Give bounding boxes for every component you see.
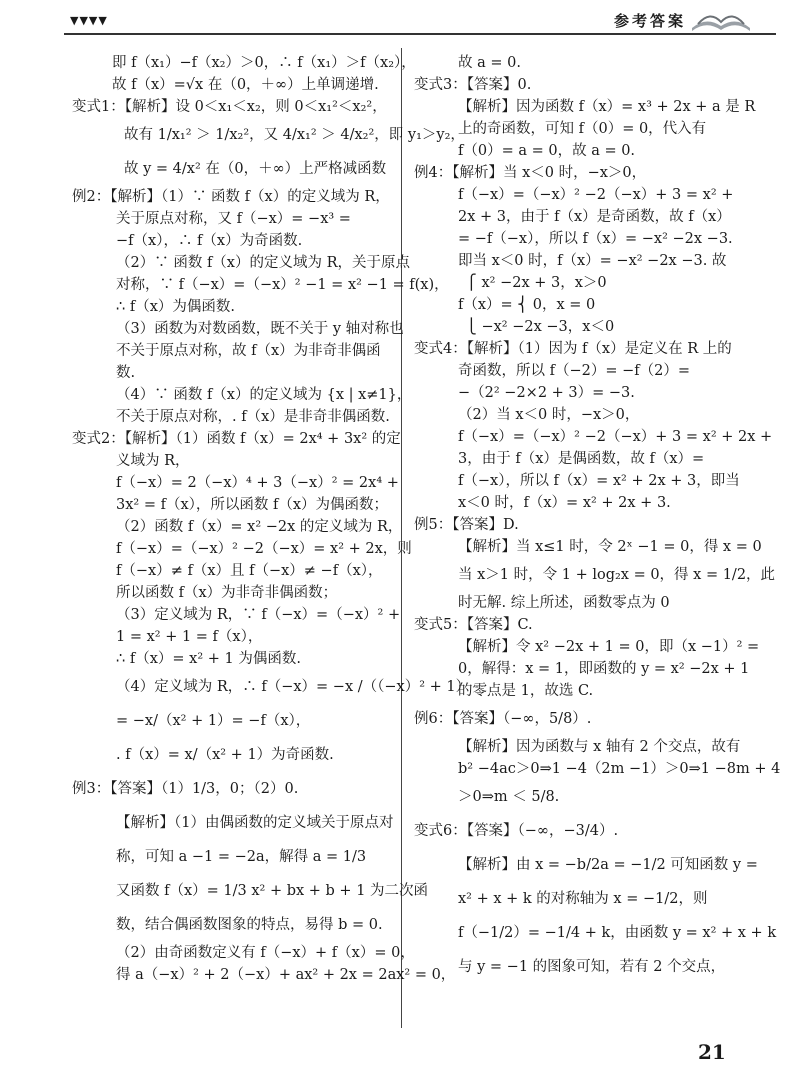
text-line: 变式3：【答案】0. bbox=[414, 77, 532, 93]
text-line: （4）∵ 函数 f（x）的定义域为 {x | x≠1}， bbox=[116, 387, 412, 403]
text-line: （2）∵ 函数 f（x）的定义域为 R，关于原点 bbox=[116, 255, 411, 271]
text-line: = −x/（x² + 1）= −f（x）， bbox=[116, 713, 311, 729]
text-line: 所以函数 f（x）为非奇非偶函数； bbox=[116, 585, 338, 601]
text-line: 例5：【答案】D. bbox=[414, 517, 519, 533]
text-line: ⎩ −x² −2x −3，x＜0 bbox=[466, 319, 615, 335]
text-line: f（−x）=（−x）² −2（−x）+ 3 = x² + bbox=[458, 187, 734, 203]
text-line: 的零点是 1，故选 C. bbox=[458, 683, 594, 699]
text-line: = −f（−x），所以 f（x）= −x² −2x −3. bbox=[458, 231, 733, 247]
text-line: 又函数 f（x）= 1/3 x² + bx + b + 1 为二次函 bbox=[116, 883, 429, 899]
text-line: 变式5：【答案】C. bbox=[414, 617, 533, 633]
text-line: 【解析】因为函数与 x 轴有 2 个交点，故有 bbox=[458, 739, 741, 755]
text-line: 例4：【解析】当 x＜0 时，−x＞0， bbox=[414, 165, 647, 181]
book-icon bbox=[690, 6, 752, 32]
text-line: 数. bbox=[116, 365, 136, 381]
text-line: 数，结合偶函数图象的特点，易得 b = 0. bbox=[116, 917, 383, 933]
text-line: 故 f（x）=√x 在（0，＋∞）上单调递增. bbox=[112, 77, 379, 93]
text-line: 【解析】由 x = −b/2a = −1/2 可知函数 y = bbox=[458, 857, 758, 873]
text-line: 对称，∵ f（−x）=（−x）² −1 = x² −1 = f(x)， bbox=[116, 277, 449, 293]
text-line: 变式6：【答案】（−∞，−3/4）. bbox=[414, 823, 619, 839]
text-line: 例6：【答案】（−∞，5/8）. bbox=[414, 711, 592, 727]
page-number: 21 bbox=[698, 1040, 726, 1064]
text-line: b² −4ac＞0⇒1 −4（2m −1）＞0⇒1 −8m + 4 bbox=[458, 761, 781, 777]
text-line: 变式4：【解析】（1）因为 f（x）是定义在 R 上的 bbox=[414, 341, 732, 357]
page-header bbox=[0, 0, 800, 40]
text-line: （4）定义域为 R，∴ f（−x）= −x /（（−x）² + 1） bbox=[116, 679, 471, 695]
text-line: ∴ f（x）为偶函数. bbox=[116, 299, 235, 315]
text-line: 即 f（x₁）−f（x₂）＞0，∴ f（x₁）＞f（x₂）， bbox=[112, 55, 416, 71]
text-line: . f（x）= x/（x² + 1）为奇函数. bbox=[116, 747, 334, 763]
right-column bbox=[414, 52, 781, 984]
text-line: 变式2：【解析】（1）函数 f（x）= 2x⁴ + 3x² 的定 bbox=[72, 431, 401, 447]
text-line: 上的奇函数，可知 f（0）= 0，代入有 bbox=[458, 121, 707, 137]
text-line: ⎧ x² −2x + 3，x＞0 bbox=[466, 275, 607, 291]
text-line: x² + x + k 的对称轴为 x = −1/2，则 bbox=[458, 891, 708, 907]
text-line: （2）由奇函数定义有 f（−x）+ f（x）= 0， bbox=[116, 945, 415, 961]
text-line: 1 = x² + 1 = f（x）， bbox=[116, 629, 263, 645]
text-line: f（0）= a = 0，故 a = 0. bbox=[458, 143, 636, 159]
text-line: f（x）= ⎨ 0，x = 0 bbox=[458, 297, 596, 313]
text-line: −（2² −2×2 + 3）= −3. bbox=[458, 385, 635, 401]
text-line: 称，可知 a −1 = −2a，解得 a = 1/3 bbox=[116, 849, 367, 865]
text-line: f（−x）=（−x）² −2（−x）= x² + 2x，则 bbox=[116, 541, 412, 557]
text-line: −f（x），∴ f（x）为奇函数. bbox=[116, 233, 303, 249]
text-line: f（−x）=（−x）² −2（−x）+ 3 = x² + 2x + bbox=[458, 429, 773, 445]
text-line: 【解析】因为函数 f（x）= x³ + 2x + a 是 R bbox=[458, 99, 756, 115]
text-line: 当 x＞1 时，令 1 + log₂x = 0，得 x = 1/2，此 bbox=[458, 567, 776, 583]
text-line: 即当 x＜0 时，f（x）= −x² −2x −3. 故 bbox=[458, 253, 727, 269]
text-line: 关于原点对称，又 f（−x）= −x³ = bbox=[116, 211, 351, 227]
text-line: （2）当 x＜0 时，−x＞0， bbox=[458, 407, 640, 423]
text-line: 变式1：【解析】设 0＜x₁＜x₂，则 0＜x₁²＜x₂²， bbox=[72, 99, 387, 115]
text-line: 例3：【答案】（1）1/3，0；（2）0. bbox=[72, 781, 299, 797]
text-line: 3x² = f（x），所以函数 f（x）为偶函数； bbox=[116, 497, 389, 513]
text-line: x＜0 时，f（x）= x² + 2x + 3. bbox=[458, 495, 671, 511]
text-line: 故有 1/x₁² ＞ 1/x₂²，又 4/x₁² ＞ 4/x₂²，即 y₁＞y₂， bbox=[124, 127, 465, 143]
text-line: 3，由于 f（x）是偶函数，故 f（x）= bbox=[458, 451, 705, 467]
text-line: （3）函数为对数函数，既不关于 y 轴对称也 bbox=[116, 321, 404, 337]
text-line: 与 y = −1 的图象可知，若有 2 个交点， bbox=[458, 959, 726, 975]
text-line: （3）定义域为 R，∵ f（−x）=（−x）² + bbox=[116, 607, 401, 623]
text-line: f（−x），所以 f（x）= x² + 2x + 3，即当 bbox=[458, 473, 740, 489]
text-line: 【解析】（1）由偶函数的定义域关于原点对 bbox=[116, 815, 394, 831]
text-line: f（−x）= 2（−x）⁴ + 3（−x）² = 2x⁴ + bbox=[116, 475, 399, 491]
text-line: 不关于原点对称，故 f（x）为非奇非偶函 bbox=[116, 343, 381, 359]
text-line: ＞0⇒m ＜ 5/8. bbox=[458, 789, 560, 805]
text-line: 故 a = 0. bbox=[458, 55, 521, 71]
text-line: 奇函数，所以 f（−2）= −f（2）= bbox=[458, 363, 690, 379]
text-line: 得 a（−x）² + 2（−x）+ ax² + 2x = 2ax² = 0， bbox=[116, 967, 456, 983]
text-line: 不关于原点对称，. f（x）是非奇非偶函数. bbox=[116, 409, 390, 425]
text-line: （2）函数 f（x）= x² −2x 的定义域为 R， bbox=[116, 519, 403, 535]
text-line: f（−x）≠ f（x）且 f（−x）≠ −f（x）， bbox=[116, 563, 383, 579]
text-line: ∴ f（x）= x² + 1 为偶函数. bbox=[116, 651, 301, 667]
text-line: 时无解. 综上所述，函数零点为 0 bbox=[458, 595, 670, 611]
text-line: 故 y = 4/x² 在（0，＋∞）上严格减函数 bbox=[124, 161, 387, 177]
text-line: 例2：【解析】（1）∵ 函数 f（x）的定义域为 R， bbox=[72, 189, 390, 205]
text-line: 义域为 R， bbox=[116, 453, 190, 469]
text-line: 2x + 3，由于 f（x）是奇函数，故 f（x） bbox=[458, 209, 731, 225]
text-line: 【解析】令 x² −2x + 1 = 0，即（x −1）² = bbox=[458, 639, 760, 655]
text-line: 0，解得：x = 1，即函数的 y = x² −2x + 1 bbox=[458, 661, 750, 677]
text-line: 【解析】当 x≤1 时，令 2ˣ −1 = 0，得 x = 0 bbox=[458, 539, 762, 555]
header-rule bbox=[64, 33, 776, 35]
text-line: f（−1/2）= −1/4 + k，由函数 y = x² + x + k bbox=[458, 925, 777, 941]
header-marks: ▼▼▼▼ bbox=[70, 14, 108, 27]
header-title: 参考答案 bbox=[614, 12, 687, 30]
